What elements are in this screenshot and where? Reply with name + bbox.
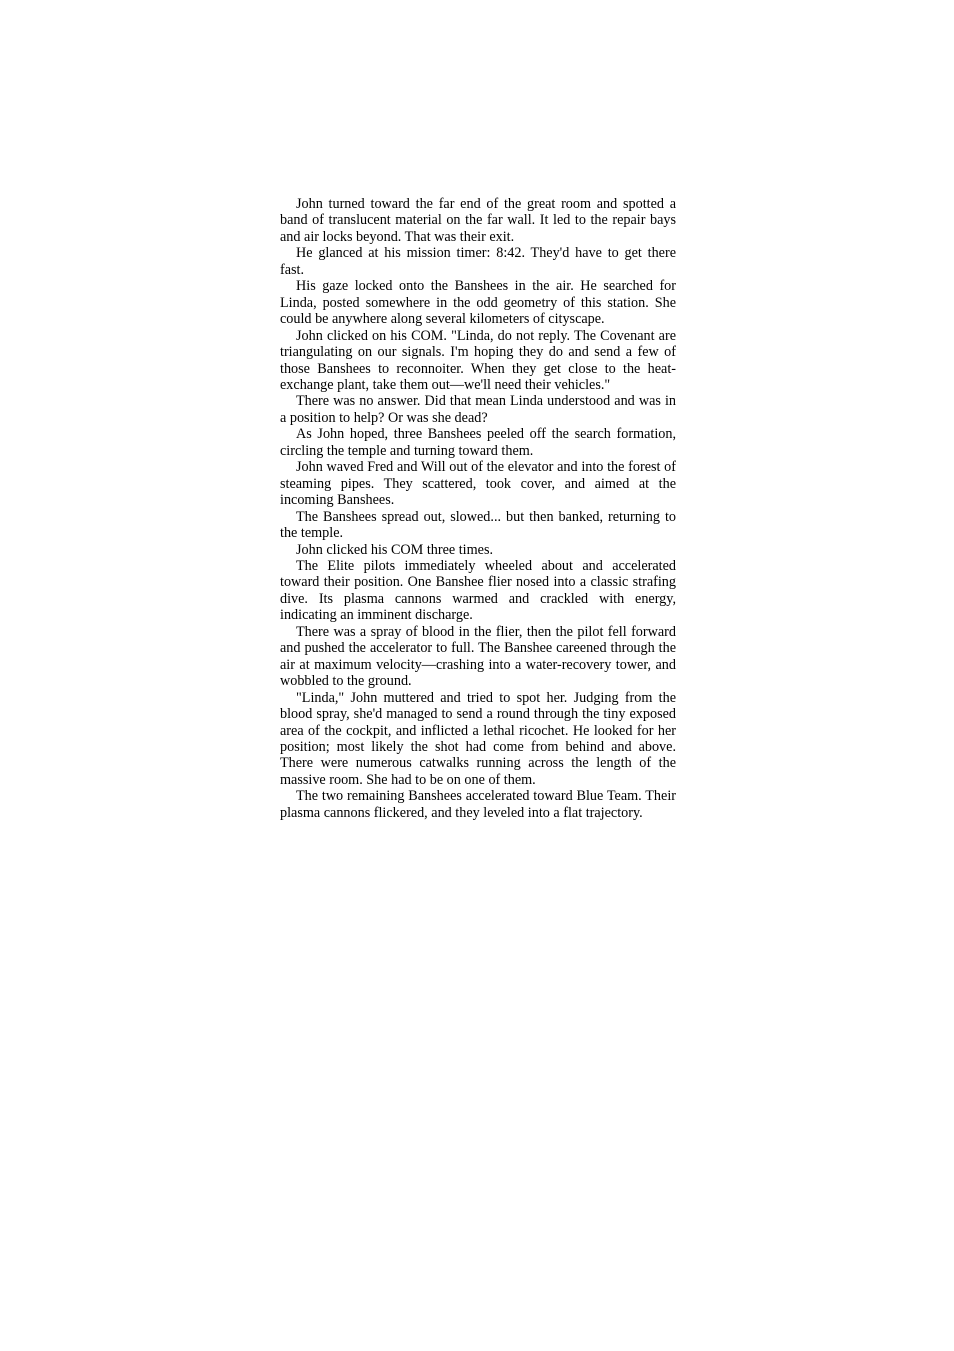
paragraph: There was no answer. Did that mean Linda understood and was in a position to help? Or was she dead? xyxy=(280,393,676,426)
paragraph: "Linda," John muttered and tried to spot her. Judging from the blood spray, she'd managed to send a round through the tiny exposed area of the cockpit, and inflicted a lethal ricochet. He looked for her position; most likely the shot had come from behind and above. There were numerous catwalks running across the length of the massive room. She had to be on one of them. xyxy=(280,689,676,788)
paragraph: As John hoped, three Banshees peeled off the search formation, circling the temple and turning toward them. xyxy=(280,426,676,459)
paragraph: John clicked on his COM. "Linda, do not reply. The Covenant are triangulating on our signals. I'm hoping they do and send a few of those Banshees to reconnoiter. When they get close to the heat-exchange plant, take them out—we'll need their vehicles." xyxy=(280,327,676,393)
paragraph: His gaze locked onto the Banshees in the air. He searched for Linda, posted somewhere in the odd geometry of this station. She could be anywhere along several kilometers of cityscape. xyxy=(280,278,676,328)
paragraph: The Banshees spread out, slowed... but then banked, returning to the temple. xyxy=(280,508,676,542)
paragraph: There was a spray of blood in the flier, then the pilot fell forward and pushed the accelerator to full. The Banshee careened through the air at maximum velocity—crashing into a water-recovery tower, and wobbled to the ground. xyxy=(280,623,676,690)
book-page-text xyxy=(280,196,676,821)
paragraph: He glanced at his mission timer: 8:42. They'd have to get there fast. xyxy=(280,245,676,278)
paragraph: John turned toward the far end of the great room and spotted a band of translucent material on the far wall. It led to the repair bays and air locks beyond. That was their exit. xyxy=(280,196,676,245)
paragraph: John waved Fred and Will out of the elevator and into the forest of steaming pipes. They scattered, took cover, and aimed at the incoming Banshees. xyxy=(280,459,676,509)
paragraph: John clicked his COM three times. xyxy=(296,541,494,558)
paragraph: The Elite pilots immediately wheeled about and accelerated toward their position. One Banshee flier nosed into a classic strafing dive. Its plasma cannons warmed and crackled with energy, indicating an imminent discharge. xyxy=(280,557,676,624)
paragraph: The two remaining Banshees accelerated toward Blue Team. Their plasma cannons flickered, and they leveled into a flat trajectory. xyxy=(280,788,676,821)
